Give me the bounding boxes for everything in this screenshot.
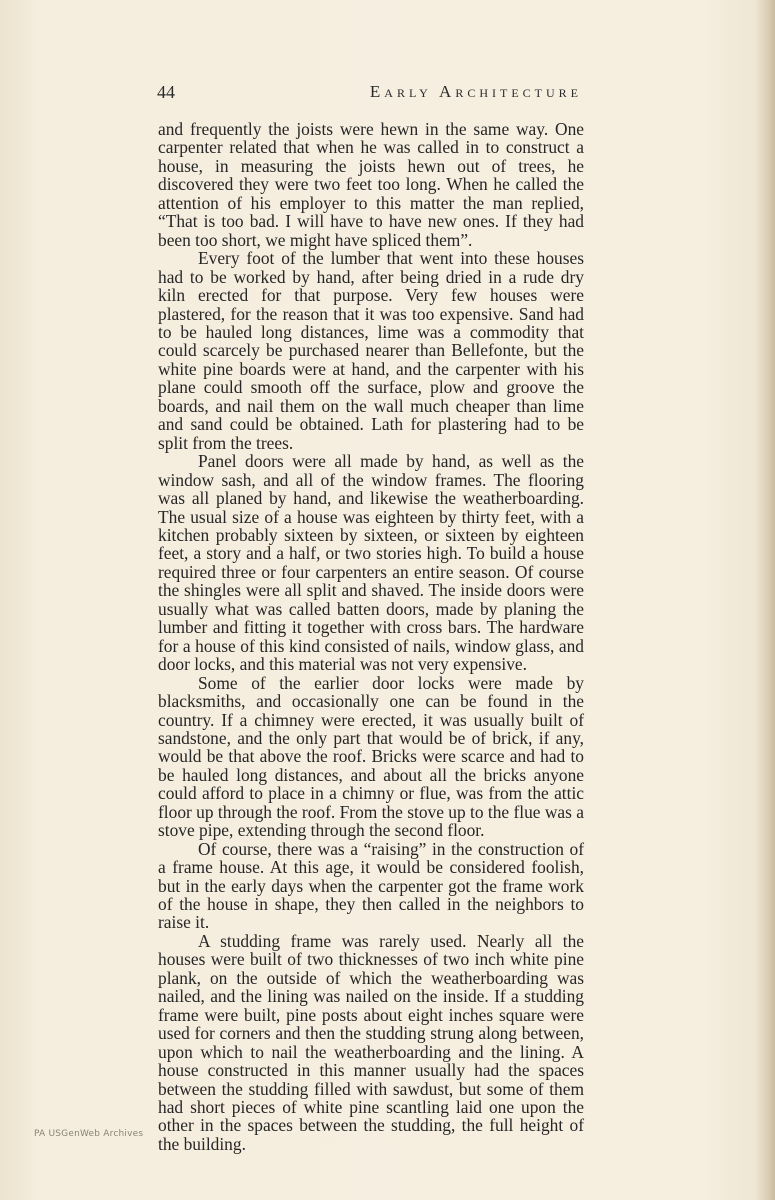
running-header (157, 82, 582, 108)
archive-watermark: PA USGenWeb Archives (34, 1129, 144, 1139)
paragraph-1: and frequently the joists were hewn in the same way. One carpenter related that when he was called in to construct a house, in measuring the joists hewn out of trees, he discovered they were two feet too long. When he called the attention of his employer to this matter the man replied, “That is too bad. I will have to have new ones. If they had been too short, we might have spliced them”. (158, 119, 584, 250)
page-number: 44 (157, 82, 175, 102)
body-text (158, 120, 584, 1153)
paragraph-4: Some of the earlier door locks were made by blacksmiths, and occasionally one can be found in the country. If a chimney were erected, it was usually built of sandstone, and the only part that would be of brick, if any, would be that above the roof. Bricks were scarce and had to be hauled long distances, and about all the bricks anyone could afford to place in a chimny or flue, was from the attic floor up through the roof. From the stove up to the flue was a stove pipe, extending through the second floor. (158, 672, 584, 841)
paragraph-6: A studding frame was rarely used. Nearly all the houses were built of two thicknesses of two inch white pine plank, on the outside of which the weatherboarding was nailed, and the lining was nailed on the inside. If a studding frame were built, pine posts about eight inches square were used for corners and then the studding strung along between, upon which to nail the weatherboarding and the lining. A house constructed in this manner usually had the spaces between the studding filled with sawdust, but some of them had short pieces of white pine scantling laid one upon the other in the spaces between the studding, the full height of the building. (158, 930, 584, 1154)
paragraph-5: Of course, there was a “raising” in the construction of a frame house. At this age, it would be considered foolish, but in the early days when the carpenter got the frame work of the house in shape, they then called in the neighbors to raise it. (158, 838, 584, 933)
paragraph-2: Every foot of the lumber that went into these houses had to be worked by hand, after being dried in a rude dry kiln erected for that purpose. Very few houses were plastered, for the reason that it was too expensive. Sand had to be hauled long distances, lime was a commodity that could scarcely be purchased nearer than Bellefonte, but the white pine boards were at hand, and the carpenter with his plane could smooth off the surface, plow and groove the boards, and nail them on the wall much cheaper than lime and sand could be obtained. Lath for plastering had to be split from the trees. (158, 248, 584, 453)
running-title: Early Architecture (369, 82, 582, 101)
paragraph-3: Panel doors were all made by hand, as well as the window sash, and all of the window frames. The flooring was all planed by hand, and likewise the weatherboarding. The usual size of a house was eighteen by thirty feet, with a kitchen probably sixteen by sixteen, or sixteen by eighteen feet, a story and a half, or two stories high. To build a house required three or four carpenters an entire season. Of course the shingles were all split and shaved. The inside doors were usually what was called batten doors, made by planing the lumber and fitting it together with cross bars. The hardware for a house of this kind consisted of nails, window glass, and door locks, and this material was not very expensive. (158, 451, 584, 675)
